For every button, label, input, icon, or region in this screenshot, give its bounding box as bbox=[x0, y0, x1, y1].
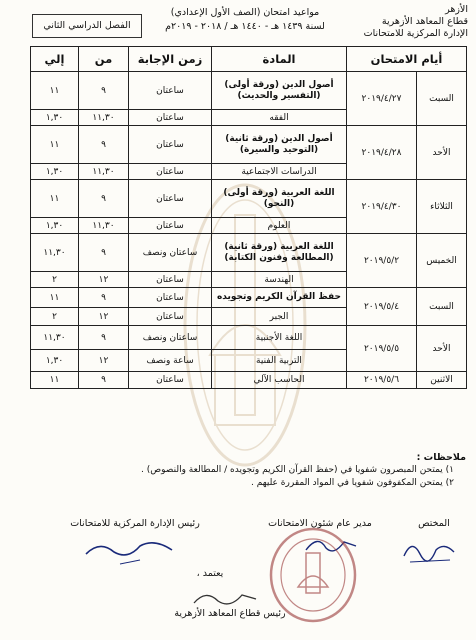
sector-head-label: رئيس قطاع المعاهد الأزهرية bbox=[174, 608, 286, 619]
to-cell: ١,٣٠ bbox=[31, 164, 79, 180]
from-cell: ١١,٣٠ bbox=[79, 110, 129, 126]
duration-cell: ساعتان bbox=[129, 218, 212, 234]
from-cell: ٩ bbox=[79, 372, 129, 389]
org-line-azhar: الأزهر bbox=[445, 4, 468, 15]
note-item: ٢) يمتحن المكفوفون شفويا في المواد المقررة عليهم . bbox=[251, 478, 454, 488]
duration-cell: ساعتان bbox=[129, 110, 212, 126]
table-row bbox=[31, 180, 467, 218]
subject-cell: الهندسة bbox=[212, 272, 347, 288]
exam-director-label: مدير عام شئون الامتحانات bbox=[268, 518, 372, 529]
sector-head-handwritten-signature bbox=[190, 585, 260, 613]
date-cell: ٢٠١٩/٥/٢ bbox=[347, 234, 417, 288]
document-title-block bbox=[150, 6, 340, 34]
header-days: أيام الامتحان bbox=[347, 47, 467, 72]
duration-cell: ساعة ونصف bbox=[129, 350, 212, 372]
header-from: من bbox=[79, 47, 129, 72]
date-cell: ٢٠١٩/٥/٤ bbox=[347, 288, 417, 326]
subject-cell: الدراسات الاجتماعية bbox=[212, 164, 347, 180]
duration-cell: ساعتان ونصف bbox=[129, 234, 212, 272]
central-head-label: رئيس الإدارة المركزية للامتحانات bbox=[70, 518, 200, 529]
date-cell: ٢٠١٩/٤/٣٠ bbox=[347, 180, 417, 234]
duration-cell: ساعتان bbox=[129, 288, 212, 308]
from-cell: ٩ bbox=[79, 234, 129, 272]
duration-cell: ساعتان bbox=[129, 126, 212, 164]
org-line-sector: قطاع المعاهد الأزهرية bbox=[381, 16, 468, 27]
notes-title: ملاحظات : bbox=[416, 452, 466, 463]
to-cell: ١,٣٠ bbox=[31, 218, 79, 234]
duration-cell: ساعتان bbox=[129, 180, 212, 218]
from-cell: ٩ bbox=[79, 180, 129, 218]
to-cell: ١١ bbox=[31, 180, 79, 218]
subject-cell: الحاسب الآلي bbox=[212, 372, 347, 389]
specialist-signature-block bbox=[404, 518, 464, 529]
from-cell: ١٢ bbox=[79, 272, 129, 288]
date-cell: ٢٠١٩/٤/٢٨ bbox=[347, 126, 417, 180]
from-cell: ١١,٣٠ bbox=[79, 164, 129, 180]
day-cell: الخميس bbox=[417, 234, 467, 288]
to-cell: ١١ bbox=[31, 288, 79, 308]
table-row bbox=[31, 234, 467, 272]
header-duration: زمن الإجابة bbox=[129, 47, 212, 72]
to-cell: ١,٣٠ bbox=[31, 110, 79, 126]
specialist-label: المختص bbox=[418, 518, 450, 529]
header-subject: المادة bbox=[212, 47, 347, 72]
from-cell: ٩ bbox=[79, 72, 129, 110]
subject-cell: العلوم bbox=[212, 218, 347, 234]
date-cell: ٢٠١٩/٥/٥ bbox=[347, 326, 417, 372]
from-cell: ١١,٣٠ bbox=[79, 218, 129, 234]
approval-label: يعتمد ، bbox=[196, 568, 224, 579]
subject-cell: اللغة العربية (ورقة ثانية) (المطالعة وفنون الكتابة) bbox=[212, 234, 347, 272]
day-cell: الأحد bbox=[417, 126, 467, 180]
semester-box: الفصل الدراسي الثاني bbox=[32, 14, 142, 38]
official-stamp bbox=[268, 525, 358, 625]
exam-schedule-table bbox=[30, 46, 467, 389]
table-row bbox=[31, 326, 467, 350]
subject-cell: اللغة الأجنبية bbox=[212, 326, 347, 350]
duration-cell: ساعتان bbox=[129, 72, 212, 110]
subject-cell: أصول الدين (ورقة ثانية) (التوحيد والسيرة) bbox=[212, 126, 347, 164]
organization-header bbox=[336, 4, 468, 40]
duration-cell: ساعتان bbox=[129, 308, 212, 326]
org-line-central-admin: الإدارة المركزية للامتحانات bbox=[363, 28, 468, 39]
subject-cell: التربية الفنية bbox=[212, 350, 347, 372]
subject-cell: الجبر bbox=[212, 308, 347, 326]
central-head-signature-block bbox=[40, 518, 230, 529]
table-row bbox=[31, 72, 467, 110]
document-title: مواعيد امتحان (الصف الأول الإعدادي) bbox=[170, 7, 320, 18]
header-to: إلي bbox=[31, 47, 79, 72]
date-cell: ٢٠١٩/٥/٦ bbox=[347, 372, 417, 389]
to-cell: ١١ bbox=[31, 372, 79, 389]
subject-cell: اللغة العربية (ورقة أولى) (النحو) bbox=[212, 180, 347, 218]
day-cell: الاثنين bbox=[417, 372, 467, 389]
table-header-row bbox=[31, 47, 467, 72]
subject-cell: أصول الدين (ورقة أولى) (التفسير والحديث) bbox=[212, 72, 347, 110]
subject-cell: الفقه bbox=[212, 110, 347, 126]
to-cell: ١١,٣٠ bbox=[31, 326, 79, 350]
day-cell: الثلاثاء bbox=[417, 180, 467, 234]
academic-year: لسنة ١٤٣٩ هـ - ١٤٤٠ هـ / ٢٠١٨ - ٢٠١٩م bbox=[165, 21, 325, 32]
to-cell: ١١ bbox=[31, 72, 79, 110]
date-cell: ٢٠١٩/٤/٢٧ bbox=[347, 72, 417, 126]
to-cell: ١١,٣٠ bbox=[31, 234, 79, 272]
table-row bbox=[31, 372, 467, 389]
day-cell: السبت bbox=[417, 288, 467, 326]
to-cell: ١,٣٠ bbox=[31, 350, 79, 372]
to-cell: ٢ bbox=[31, 272, 79, 288]
central-head-handwritten-signature bbox=[80, 530, 180, 570]
to-cell: ٢ bbox=[31, 308, 79, 326]
table-row bbox=[31, 288, 467, 308]
note-item: ١) يمتحن المبصرون شفويا في (حفظ القرآن الكريم وتجويده / المطالعة والنصوص) . bbox=[141, 465, 454, 475]
duration-cell: ساعتان bbox=[129, 372, 212, 389]
from-cell: ١٢ bbox=[79, 308, 129, 326]
day-cell: السبت bbox=[417, 72, 467, 126]
table-row bbox=[31, 126, 467, 164]
duration-cell: ساعتان bbox=[129, 164, 212, 180]
subject-cell: حفظ القرآن الكريم وتجويده bbox=[212, 288, 347, 308]
duration-cell: ساعتان bbox=[129, 272, 212, 288]
from-cell: ٩ bbox=[79, 288, 129, 308]
from-cell: ١٢ bbox=[79, 350, 129, 372]
from-cell: ٩ bbox=[79, 126, 129, 164]
specialist-handwritten-signature bbox=[400, 532, 460, 568]
notes-section bbox=[10, 451, 466, 490]
day-cell: الأحد bbox=[417, 326, 467, 372]
duration-cell: ساعتان ونصف bbox=[129, 326, 212, 350]
from-cell: ٩ bbox=[79, 326, 129, 350]
to-cell: ١١ bbox=[31, 126, 79, 164]
